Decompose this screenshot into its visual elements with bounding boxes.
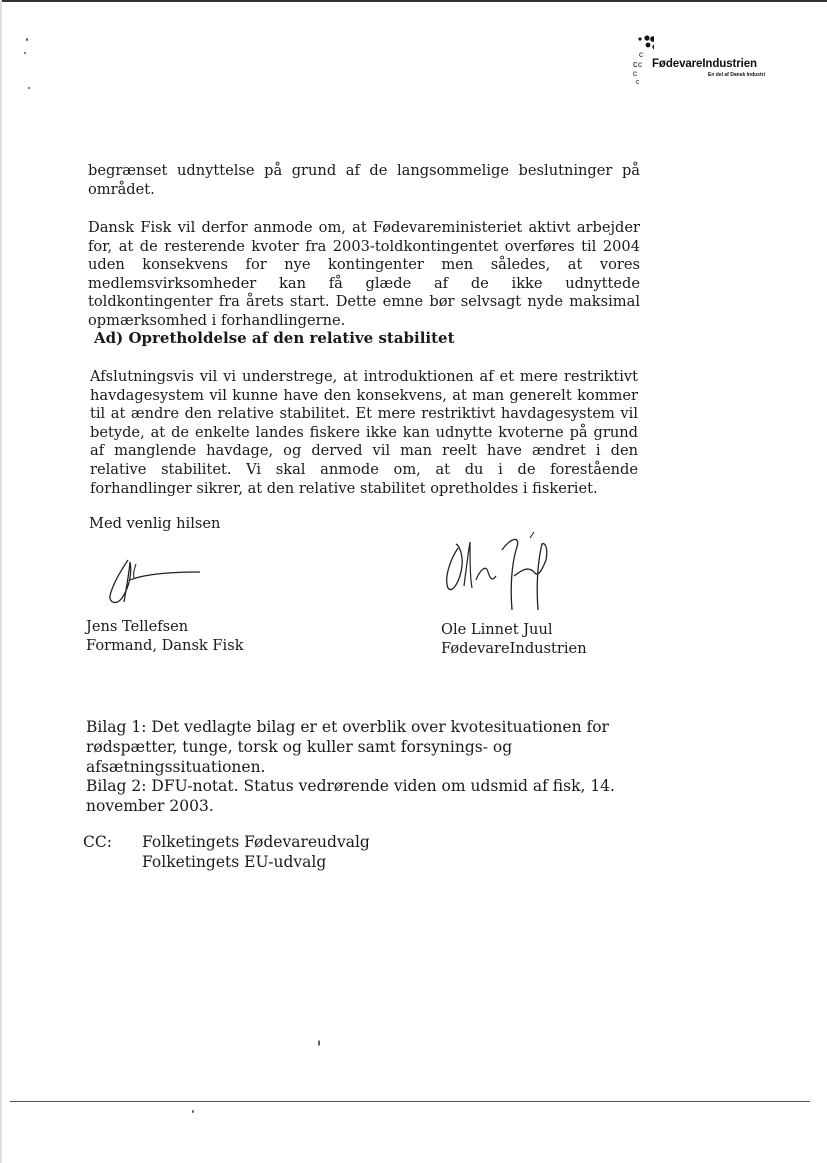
- scan-speck: [26, 38, 28, 41]
- section-heading: Ad) Opretholdelse af den relative stabilitet: [94, 329, 455, 347]
- paragraph-1: begrænset udnyttelse på grund af de langsommelige beslutninger på området.: [88, 162, 640, 198]
- scan-left-edge: [0, 0, 2, 1163]
- attachment-2: Bilag 2: DFU-notat. Status vedrørende viden om udsmid af fisk, 14. november 2003.: [86, 777, 615, 815]
- scan-bottom-edge: [10, 1101, 810, 1102]
- logo-dots-icon: [624, 34, 654, 90]
- svg-text:c: c: [633, 59, 638, 69]
- signer-left: [86, 617, 244, 655]
- logo-brand-name: FødevareIndustrien: [652, 58, 757, 70]
- paragraph-2: Dansk Fisk vil derfor anmode om, at Fødevareministeriet aktivt arbejder for, at de resterende kvoter fra 2003-toldkontingentet overføres til 2004 uden konsekvens for nye kontingenter men således, at vores medlemsvirksomheder kan få glæde af de ikke udnyttede toldkontingenter fra årets start. Dette emne bør selvsagt nyde maksimal opmærksomhed i forhandlingerne.: [88, 219, 640, 329]
- signer-left-name: Jens Tellefsen: [86, 618, 189, 635]
- cc-recipient: Folketingets EU-udvalg: [142, 853, 327, 871]
- svg-text:c: c: [639, 50, 643, 59]
- signer-right: [441, 620, 587, 658]
- svg-text:c: c: [636, 79, 640, 86]
- scan-speck: [28, 87, 30, 89]
- cc-label: CC:: [83, 833, 112, 851]
- cc-recipient: Folketingets Fødevareudvalg: [142, 833, 370, 851]
- signer-left-title: Formand, Dansk Fisk: [86, 637, 244, 654]
- logo-tagline: En del af Dansk Industri: [708, 72, 765, 78]
- signer-right-name: Ole Linnet Juul: [441, 621, 553, 638]
- attachment-1: Bilag 1: Det vedlagte bilag er et overblik over kvotesituationen for rødspætter, tunge, torsk og kuller samt forsynings- og afsætningssituationen.: [86, 718, 609, 776]
- paragraph-3: Afslutningsvis vil vi understrege, at introduktionen af et mere restriktivt havdagesystem vil kunne have den konsekvens, at man generelt kommer til at ændre den relative stabilitet. Et mere restriktivt havdagesystem vil betyde, at de enkelte landes fiskere ikke kan udnytte kvoterne på grund af manglende havdage, og derved vil man reelt have ændret i den relative stabilitet. Vi skal anmode om, at du i de forestående forhandlinger sikrer, at den relative stabilitet opretholdes i fiskeriet.: [90, 368, 638, 497]
- signature-jens-tellefsen: [100, 550, 210, 612]
- signer-right-title: FødevareIndustrien: [441, 640, 587, 657]
- signature-ole-linnet-juul: [430, 530, 570, 615]
- scan-speck: [318, 1040, 320, 1046]
- closing-salutation: Med venlig hilsen: [89, 515, 221, 532]
- scan-speck: [24, 52, 26, 54]
- company-logo: [624, 34, 774, 94]
- svg-text:c: c: [638, 60, 642, 69]
- scan-top-edge: [0, 0, 827, 2]
- scan-speck: [192, 1110, 194, 1113]
- cc-recipient-list: [142, 832, 370, 872]
- svg-text:c: c: [633, 69, 637, 78]
